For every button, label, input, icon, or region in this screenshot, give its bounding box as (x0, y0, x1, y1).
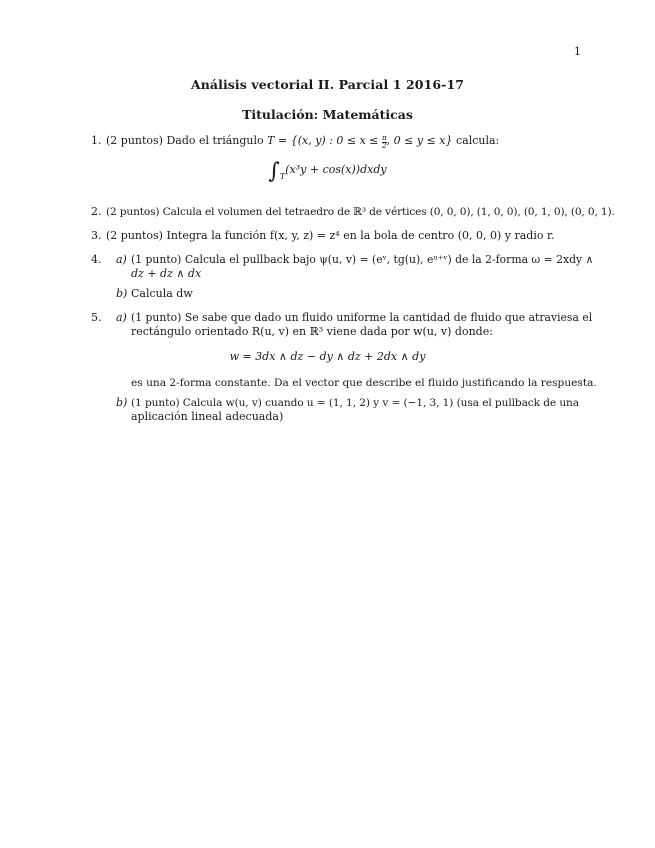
problem-1-text-a: (2 puntos) Dado el triángulo (106, 134, 264, 147)
problem-3-number: 3. (91, 229, 102, 242)
integral-body: (x³y + cos(x))dxdy (285, 163, 387, 176)
problem-4b-label: b) (116, 287, 128, 300)
frac-numerator: π (382, 134, 387, 142)
problem-1-set-tail: , 0 ≤ y ≤ x} (386, 134, 453, 147)
integral-sign-icon: ∫ (268, 159, 280, 184)
problem-5a-line-2: rectángulo orientado R(u, v) en ℝ³ viene dada por w(u, v) donde: (131, 325, 493, 338)
problem-5a-label: a) (116, 311, 127, 324)
problem-4a-line-1: (1 punto) Calcula el pullback bajo ψ(u, v) = (eᵛ, tg(u), eᵘ⁺ᵛ) de la 2-forma ω = 2xdy ∧ (131, 253, 594, 266)
problem-3-text: (2 puntos) Integra la función f(x, y, z) = z⁴ en la bola de centro (0, 0, 0) y radio r. (106, 229, 555, 242)
exam-title: Análisis vectorial II. Parcial 1 2016-17 (190, 77, 465, 92)
problem-1-statement (106, 134, 499, 150)
problem-4a-line-2: dz + dz ∧ dx (131, 267, 202, 280)
exam-subtitle: Titulación: Matemáticas (242, 107, 413, 122)
problem-1-set: T = {(x, y) : 0 ≤ x ≤ (267, 134, 379, 147)
problem-4-number: 4. (91, 253, 102, 266)
problem-5-number: 5. (91, 311, 102, 324)
integral-subscript: T (279, 172, 286, 181)
problem-5b-label: b) (116, 396, 128, 409)
problem-5a-line-1: (1 punto) Se sabe que dado un fluido uniforme la cantidad de fluido que atraviesa el (131, 311, 593, 324)
problem-1-text-b: calcula: (455, 134, 500, 147)
problem-2-text: (2 puntos) Calcula el volumen del tetraedro de ℝ³ de vértices (0, 0, 0), (1, 0, 0), (0, 1, 0), (0, 0, 1). (106, 206, 615, 218)
problem-4b-text: Calcula dw (131, 287, 193, 300)
frac-denominator: 2 (382, 142, 387, 150)
problem-5a-formula: w = 3dx ∧ dz − dy ∧ dz + 2dx ∧ dy (229, 350, 426, 363)
problem-5a-line-3: es una 2-forma constante. Da el vector que describe el fluido justificando la respuesta. (131, 377, 597, 389)
problem-4a-label: a) (116, 253, 127, 266)
problem-2-number: 2. (91, 205, 102, 218)
problem-1-integral (0, 161, 655, 183)
problem-1-number: 1. (91, 134, 102, 147)
page-number: 1 (574, 45, 581, 58)
problem-5b-line-2: aplicación lineal adecuada) (131, 410, 284, 423)
problem-5b-line-1: (1 punto) Calcula w(u, v) cuando u = (1, 1, 2) y v = (−1, 3, 1) (usa el pullback de una (131, 397, 579, 409)
